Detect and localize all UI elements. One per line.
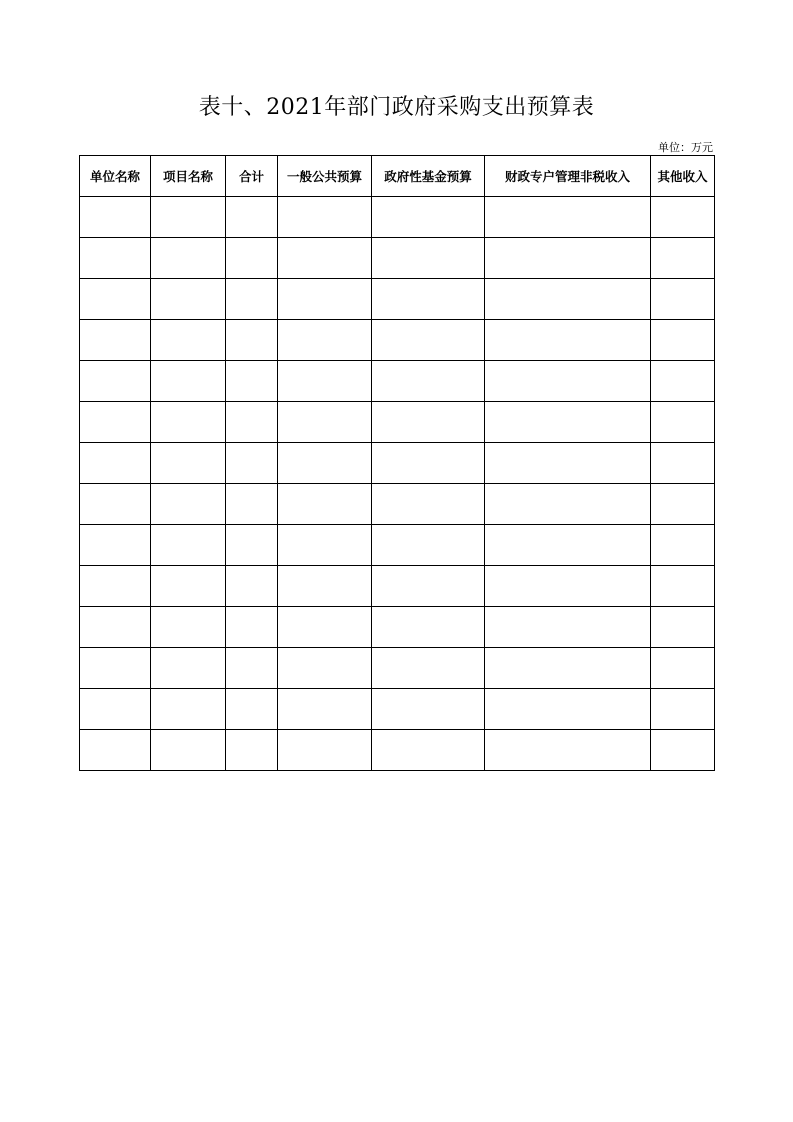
col-header-government-fund-budget: 政府性基金预算: [372, 156, 485, 197]
table-cell: [485, 648, 651, 689]
table-cell: [278, 730, 372, 771]
table-row: [80, 443, 715, 484]
table-cell: [651, 648, 715, 689]
table-cell: [651, 361, 715, 402]
table-cell: [372, 197, 485, 238]
table-cell: [80, 566, 151, 607]
table-cell: [485, 361, 651, 402]
table-row: [80, 730, 715, 771]
table-cell: [278, 402, 372, 443]
table-cell: [372, 279, 485, 320]
table-cell: [485, 607, 651, 648]
table-cell: [278, 607, 372, 648]
table-cell: [372, 443, 485, 484]
table-cell: [372, 730, 485, 771]
table-cell: [278, 361, 372, 402]
table-body: [80, 197, 715, 771]
col-header-general-public-budget: 一般公共预算: [278, 156, 372, 197]
table-row: [80, 525, 715, 566]
table-cell: [226, 402, 278, 443]
table-cell: [151, 361, 226, 402]
table-row: [80, 197, 715, 238]
table-cell: [651, 402, 715, 443]
table-cell: [278, 484, 372, 525]
table-cell: [226, 279, 278, 320]
table-cell: [151, 607, 226, 648]
table-cell: [485, 566, 651, 607]
table-cell: [151, 566, 226, 607]
table-cell: [651, 279, 715, 320]
table-cell: [372, 525, 485, 566]
table-row: [80, 689, 715, 730]
table-row: [80, 320, 715, 361]
table-cell: [485, 689, 651, 730]
table-cell: [80, 402, 151, 443]
table-row: [80, 402, 715, 443]
table-cell: [80, 320, 151, 361]
col-header-fiscal-account-nontax-income: 财政专户管理非税收入: [485, 156, 651, 197]
table-cell: [151, 402, 226, 443]
table-cell: [372, 361, 485, 402]
table-cell: [372, 402, 485, 443]
table-cell: [226, 730, 278, 771]
table-cell: [226, 607, 278, 648]
page-title: 表十、2021年部门政府采购支出预算表: [198, 95, 595, 120]
table-cell: [485, 443, 651, 484]
table-cell: [372, 484, 485, 525]
table-cell: [372, 648, 485, 689]
table-cell: [80, 689, 151, 730]
table-cell: [372, 607, 485, 648]
table-cell: [151, 279, 226, 320]
table-cell: [151, 648, 226, 689]
table-cell: [226, 566, 278, 607]
table-cell: [80, 238, 151, 279]
table-cell: [226, 689, 278, 730]
table-cell: [278, 238, 372, 279]
table-cell: [226, 525, 278, 566]
table-cell: [485, 525, 651, 566]
table-cell: [226, 484, 278, 525]
table-cell: [80, 484, 151, 525]
table-cell: [151, 443, 226, 484]
table-cell: [372, 566, 485, 607]
table-cell: [651, 443, 715, 484]
table-row: [80, 566, 715, 607]
table-row: [80, 484, 715, 525]
header-row: [80, 156, 715, 197]
table-cell: [651, 525, 715, 566]
budget-table: [79, 155, 715, 771]
table-cell: [485, 279, 651, 320]
table-cell: [278, 279, 372, 320]
table-cell: [651, 484, 715, 525]
table-cell: [651, 320, 715, 361]
table-cell: [278, 320, 372, 361]
table-cell: [151, 197, 226, 238]
table-cell: [80, 361, 151, 402]
table-cell: [485, 402, 651, 443]
table-cell: [226, 443, 278, 484]
table-cell: [372, 238, 485, 279]
table-cell: [151, 238, 226, 279]
table-row: [80, 279, 715, 320]
table-cell: [485, 730, 651, 771]
table-cell: [485, 320, 651, 361]
table-cell: [372, 320, 485, 361]
table-cell: [80, 607, 151, 648]
table-cell: [151, 730, 226, 771]
table-row: [80, 361, 715, 402]
table-cell: [651, 730, 715, 771]
table-cell: [226, 238, 278, 279]
col-header-project-name: 项目名称: [151, 156, 226, 197]
table-cell: [651, 197, 715, 238]
table-row: [80, 607, 715, 648]
table-cell: [278, 525, 372, 566]
col-header-other-income: 其他收入: [651, 156, 715, 197]
table-cell: [372, 689, 485, 730]
table-cell: [278, 443, 372, 484]
table-cell: [80, 279, 151, 320]
unit-label: 单位：万元: [658, 141, 713, 154]
table-cell: [651, 689, 715, 730]
table-cell: [485, 238, 651, 279]
table-cell: [226, 648, 278, 689]
table-cell: [485, 484, 651, 525]
table-cell: [80, 525, 151, 566]
table-row: [80, 648, 715, 689]
table-cell: [80, 730, 151, 771]
table-cell: [151, 484, 226, 525]
table-row: [80, 238, 715, 279]
table-cell: [226, 320, 278, 361]
col-header-total: 合计: [226, 156, 278, 197]
table-cell: [651, 607, 715, 648]
table-cell: [151, 689, 226, 730]
table-cell: [226, 197, 278, 238]
table-cell: [651, 566, 715, 607]
table-cell: [485, 197, 651, 238]
table-cell: [278, 648, 372, 689]
table-cell: [226, 361, 278, 402]
table-cell: [151, 320, 226, 361]
table-cell: [80, 443, 151, 484]
table-cell: [278, 566, 372, 607]
table-cell: [651, 238, 715, 279]
table-cell: [278, 689, 372, 730]
table-cell: [151, 525, 226, 566]
table-cell: [80, 648, 151, 689]
table-cell: [278, 197, 372, 238]
col-header-unit-name: 单位名称: [80, 156, 151, 197]
table-cell: [80, 197, 151, 238]
